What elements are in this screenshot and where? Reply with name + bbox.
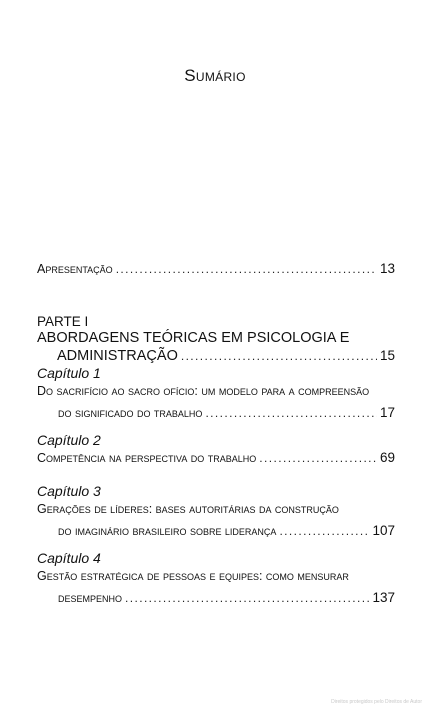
toc-chapter-3[interactable]	[37, 483, 395, 539]
chapter-label: Capítulo 3	[37, 483, 101, 499]
leader-dots	[181, 348, 377, 365]
toc-entry-apresentacao[interactable]	[37, 261, 395, 277]
chapter-label: Capítulo 2	[37, 432, 101, 448]
toc-page-number: 69	[379, 450, 395, 465]
toc-page-number: 13	[379, 261, 395, 276]
toc-page-number: 137	[372, 590, 395, 605]
leader-dots	[279, 523, 369, 539]
toc-chapter-2[interactable]	[37, 432, 395, 466]
toc-chapter-1[interactable]	[37, 365, 395, 421]
part-title-line-2: ADMINISTRAÇÃO	[57, 348, 178, 364]
part-label: PARTE I	[37, 314, 89, 329]
toc-page-number: 17	[379, 405, 395, 420]
chapter-title-line-1: Do sacrifício ao sacro ofício: um modelo para a compreensão	[37, 384, 370, 398]
toc-page-number: 107	[372, 523, 395, 538]
chapter-label: Capítulo 4	[37, 550, 101, 566]
chapter-title-line-2: desempenho	[58, 591, 123, 605]
chapter-title-line-2: do significado do trabalho	[58, 406, 203, 420]
leader-dots	[205, 405, 377, 421]
chapter-label: Capítulo 1	[37, 365, 101, 381]
page-title: Sumário	[184, 66, 246, 85]
chapter-title-line-1: Gerações de líderes: bases autoritárias da construção	[37, 502, 339, 516]
toc-chapter-4[interactable]	[37, 550, 395, 606]
toc-part-1[interactable]	[37, 314, 395, 365]
toc-page-number: 15	[379, 348, 395, 363]
toc-entry-title: Apresentação	[37, 262, 113, 276]
chapter-title-line-1: Competência na perspectiva do trabalho	[37, 451, 257, 465]
chapter-title-line-2: do imaginário brasileiro sobre liderança	[58, 524, 277, 538]
leader-dots	[125, 590, 369, 606]
leader-dots	[116, 261, 377, 277]
leader-dots	[259, 450, 377, 466]
chapter-title-line-1: Gestão estratégica de pessoas e equipes: como mensurar	[37, 569, 349, 583]
copyright-watermark: Direitos protegidos pelo Direitos de Autor	[331, 699, 422, 705]
part-title-line-1: ABORDAGENS TEÓRICAS EM PSICOLOGIA E	[37, 330, 350, 346]
